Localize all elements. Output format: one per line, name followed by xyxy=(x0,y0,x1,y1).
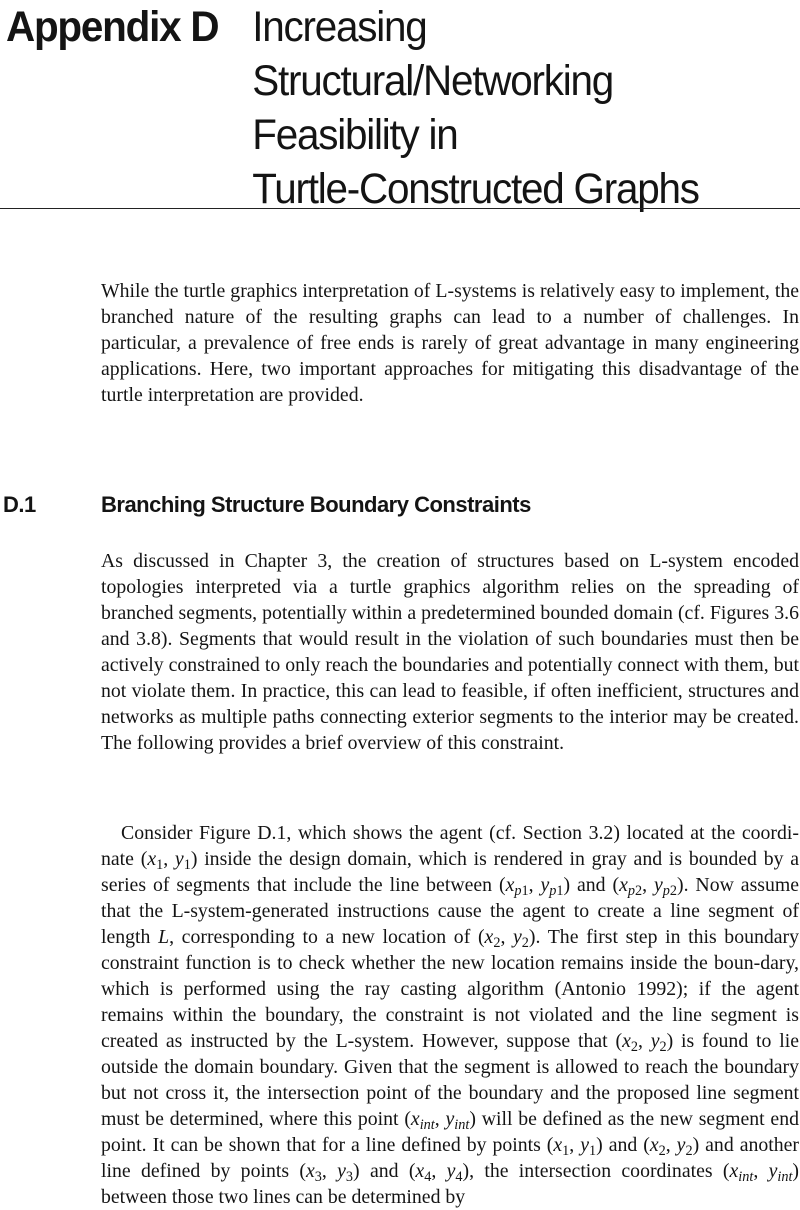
text-run: will be defined as the new segment end point. It can be shown that for a line defined by points xyxy=(101,1108,799,1156)
text-run: Consider Figure D.1, which shows the agent (cf. Section 3.2) located at the coordi-nate xyxy=(101,822,799,870)
math-expression: ($x_{int}$, $y_{int}$) xyxy=(722,1160,799,1185)
text-run: , corresponding to a new location of xyxy=(169,926,471,948)
math-expression: ($x_1$, $y_1$) xyxy=(546,1134,603,1159)
math-expression: ($x_2$, $y_2$) xyxy=(643,1134,700,1159)
text-run: and xyxy=(608,1134,638,1156)
math-expression: ($x_2$, $y_2$) xyxy=(615,1030,674,1055)
math-symbol: L xyxy=(158,926,170,948)
math-expression: ($x_4$, $y_4$) xyxy=(408,1160,470,1185)
math-expression: ($x_{int}$, $y_{int}$) xyxy=(404,1108,476,1133)
text-run: and xyxy=(369,1160,399,1182)
section-title: Branching Structure Boundary Constraints xyxy=(101,492,531,517)
text-run: . Now assume that the L-system-generated instructions cause the agent to create a line segment of length xyxy=(101,874,800,948)
text-run: inside the design domain, which is rendered in gray and is bounded by a series of segments that include the line between xyxy=(101,848,800,896)
section-paragraph-2 xyxy=(101,820,799,1210)
intro-paragraph: While the turtle graphics interpretation of L-systems is relatively easy to implement, the branched nature of the resulting graphs can lead to a number of challenges. In particular, a prevalence of free ends is rarely of great advantage in many engineering applications. Here, two important approaches for mitigating this disadvantage of the turtle interpretation are provided. xyxy=(101,280,799,406)
chapter-label: Appendix D xyxy=(6,3,219,51)
math-expression: ($x_{p1}$, $y_{p1}$) xyxy=(498,874,571,899)
math-expression: ($x_{p2}$, $y_{p2}$) xyxy=(612,874,684,899)
section-number: D.1 xyxy=(3,492,36,517)
text-run: and xyxy=(577,874,606,896)
chapter-title-line: Turtle-Constructed Graphs xyxy=(252,165,699,213)
section-paragraph-1: As discussed in Chapter 3, the creation of structures based on L-system encoded topologies interpreted via a turtle graphics algorithm relies on the spreading of branched segments, potentially within a predetermined bounded domain (cf. Figures 3.6 and 3.8). Segments that would result in the violation of such boundaries must then be actively constrained to only reach the boundaries and potentially connect with them, but not violate them. In practice, this can lead to feasible, if often inefficient, structures and networks as multiple paths connecting exterior segments to the interior may be created. The following provides a brief overview of this constraint. xyxy=(101,550,799,754)
chapter-title xyxy=(252,0,698,216)
text-run: between those two lines can be determined by xyxy=(101,1186,466,1208)
math-expression: ($x_3$, $y_3$) xyxy=(299,1160,360,1185)
text-run: is found to lie outside the domain boundary. Given that the segment is allowed to reach the boundary but not cross it, the intersection point of the boundary and the proposed line segment must be determined, where this point xyxy=(101,1030,799,1130)
title-divider xyxy=(0,208,800,209)
text-run: . The first step in this boundary constraint function is to check whether the new location remains inside the boun-dary, which is performed using the ray casting algorithm (Antonio 1992); if the agent remains within the boundary, the constraint is not violated and the line segment is created as instructed by the L-system. However, suppose that xyxy=(101,926,800,1052)
text-run: , the intersection coordinates xyxy=(469,1160,713,1182)
math-expression: ($x_1$, $y_1$) xyxy=(140,848,198,873)
chapter-title-line: Feasibility in xyxy=(252,111,458,159)
text-run: and another line defined by points xyxy=(101,1134,800,1182)
math-expression: ($x_2$, $y_2$) xyxy=(477,926,536,951)
chapter-title-line: Increasing xyxy=(252,3,427,51)
chapter-title-line: Structural/Networking xyxy=(252,57,614,105)
